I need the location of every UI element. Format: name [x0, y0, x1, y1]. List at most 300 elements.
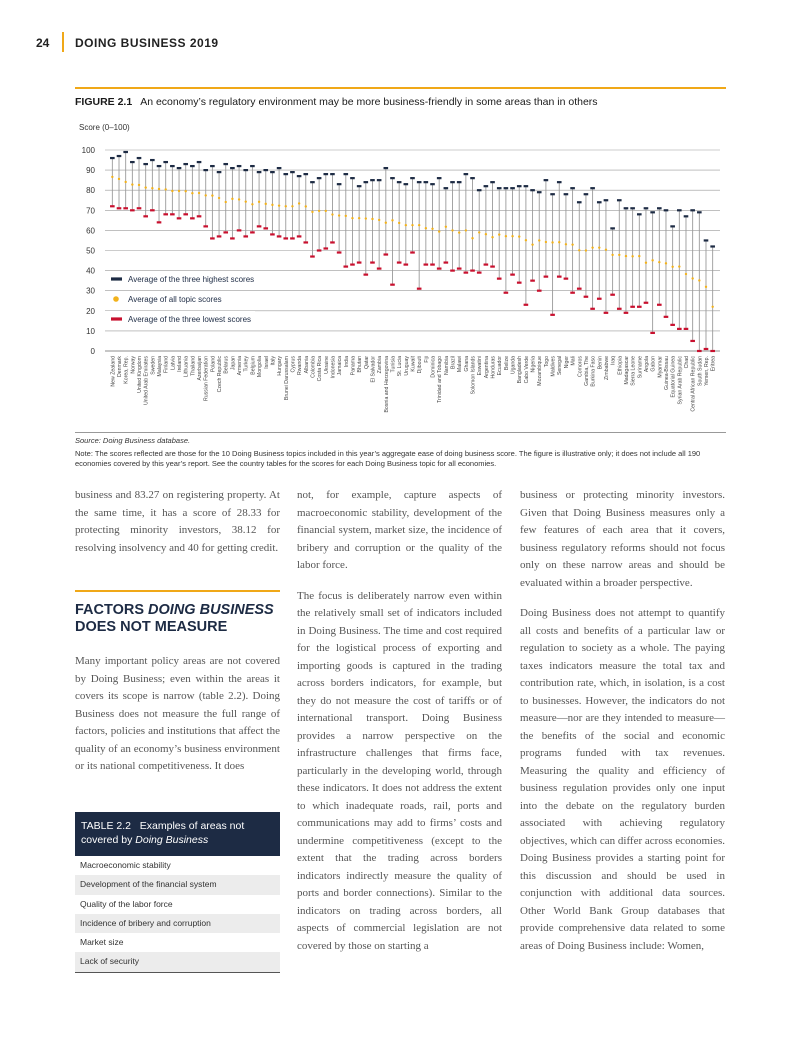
low-score-mark [130, 209, 135, 211]
high-score-mark [130, 161, 135, 163]
average-score-dot [371, 218, 373, 220]
average-score-dot [151, 187, 153, 189]
high-score-mark [243, 169, 248, 171]
high-score-mark [350, 177, 355, 179]
low-score-mark [430, 263, 435, 265]
average-score-dot [245, 200, 247, 202]
low-score-mark [263, 227, 268, 229]
average-score-dot [205, 194, 207, 196]
average-score-dot [185, 190, 187, 192]
average-score-dot [178, 190, 180, 192]
y-tick-label: 10 [86, 326, 95, 336]
paragraph: business and 83.27 on registering property. At the same time, it has a score of 28.33 for protecting minority investors, 38.12 for resolving insolvency and 40 for getting credit. [75, 489, 280, 554]
x-tick-label: Eritrea [710, 356, 717, 372]
low-score-mark [110, 205, 115, 207]
x-tick-label: Lithuania [183, 356, 190, 378]
y-tick-label: 20 [86, 306, 95, 316]
low-score-mark [490, 265, 495, 267]
low-score-mark [323, 247, 328, 249]
x-tick-label: Uganda [510, 356, 517, 375]
low-score-mark [650, 332, 655, 334]
high-score-mark [377, 179, 382, 181]
high-score-mark [197, 161, 202, 163]
average-score-dot [698, 279, 700, 281]
low-score-mark [297, 235, 302, 237]
x-tick-label: Myanmar [657, 356, 664, 378]
high-score-mark [237, 165, 242, 167]
high-score-mark [637, 213, 642, 215]
low-score-mark [157, 221, 162, 223]
high-score-mark [670, 225, 675, 227]
average-score-dot [485, 233, 487, 235]
low-score-mark [610, 294, 615, 296]
low-score-mark [390, 284, 395, 286]
high-score-mark [590, 187, 595, 189]
high-score-mark [484, 185, 489, 187]
legend-high-swatch [111, 277, 122, 280]
x-tick-label: Malawi [457, 356, 464, 373]
high-score-mark [644, 207, 649, 209]
x-tick-label: Central African Republic [690, 356, 697, 412]
low-score-mark [457, 267, 462, 269]
low-score-mark [277, 235, 282, 237]
low-score-mark [510, 274, 515, 276]
page-number: 24 [36, 36, 50, 50]
low-score-mark [697, 350, 702, 352]
paragraph: business or protecting minority investors. Given that Doing Business measures only a few features of each area that it covers, business regulatory reforms should not focus only on these narrow areas and should be evaluated within a broader perspective. [520, 489, 725, 589]
average-score-dot [405, 224, 407, 226]
low-score-mark [237, 229, 242, 231]
x-tick-label: Rwanda [297, 356, 304, 376]
x-tick-label: Mozambique [537, 356, 544, 386]
average-score-dot [311, 211, 313, 213]
x-tick-label: United Kingdom [137, 356, 144, 393]
x-tick-label: Yemen, Rep. [703, 356, 710, 386]
low-score-mark [243, 235, 248, 237]
table-row: Lack of security [75, 952, 280, 971]
high-score-mark [397, 181, 402, 183]
low-score-mark [117, 207, 122, 209]
x-tick-label: Ecuador [497, 356, 504, 376]
average-score-dot [298, 202, 300, 204]
x-tick-label: Bhutan [357, 356, 364, 373]
x-tick-label: New Zealand [110, 356, 117, 387]
low-score-mark [317, 249, 322, 251]
low-score-mark [250, 231, 255, 233]
high-score-mark [584, 193, 589, 195]
x-tick-label: Ukraine [323, 356, 330, 374]
x-tick-label: Ireland [177, 356, 184, 372]
high-score-mark [630, 207, 635, 209]
x-tick-label: United Arab Emirates [143, 356, 150, 406]
y-tick-label: 30 [86, 286, 95, 296]
high-score-mark [577, 201, 582, 203]
average-score-dot [531, 243, 533, 245]
average-score-dot [551, 241, 553, 243]
high-score-mark [183, 163, 188, 165]
average-score-dot [358, 217, 360, 219]
high-score-mark [217, 171, 222, 173]
high-score-mark [277, 167, 282, 169]
average-score-dot [585, 249, 587, 251]
average-score-dot [525, 239, 527, 241]
average-score-dot [691, 277, 693, 279]
average-score-dot [518, 235, 520, 237]
x-tick-label: Albania [303, 356, 310, 374]
section-rule [75, 590, 280, 592]
high-score-mark [390, 177, 395, 179]
average-score-dot [578, 249, 580, 251]
low-score-mark [163, 213, 168, 215]
average-score-dot [458, 231, 460, 233]
low-score-mark [710, 350, 715, 352]
high-score-mark [343, 173, 348, 175]
x-tick-label: India [343, 356, 350, 368]
low-score-mark [577, 288, 582, 290]
average-score-dot [685, 273, 687, 275]
average-score-dot [211, 194, 213, 196]
range-chart [75, 140, 725, 430]
low-score-mark [350, 263, 355, 265]
low-score-mark [424, 263, 429, 265]
y-tick-label: 0 [90, 347, 95, 356]
high-score-mark [370, 179, 375, 181]
section-heading-part: DOES NOT MEASURE [75, 619, 228, 635]
high-score-mark [437, 177, 442, 179]
high-score-mark [450, 181, 455, 183]
x-tick-label: Senegal [557, 356, 564, 376]
x-tick-label: Belgium [250, 356, 257, 375]
average-score-dot [365, 217, 367, 219]
average-score-dot [511, 235, 513, 237]
average-score-dot [451, 229, 453, 231]
high-score-mark [297, 175, 302, 177]
legend-low-swatch [111, 317, 122, 320]
average-score-dot [651, 259, 653, 261]
high-score-mark [177, 167, 182, 169]
x-tick-label: El Salvador [370, 356, 377, 383]
high-score-mark [604, 199, 609, 201]
legend-average-swatch [113, 296, 119, 302]
x-tick-label: Syrian Arab Republic [677, 356, 684, 405]
high-score-mark [690, 209, 695, 211]
low-score-mark [584, 296, 589, 298]
x-tick-label: Mali [570, 356, 577, 366]
figure-top-rule [75, 87, 726, 89]
average-score-dot [445, 226, 447, 228]
header-divider [62, 32, 64, 52]
low-score-mark [590, 308, 595, 310]
high-score-mark [117, 155, 122, 157]
x-tick-label: Panama [350, 356, 357, 376]
y-tick-label: 50 [86, 246, 95, 256]
paragraph: Many important policy areas are not covered by Doing Business; even within the areas it covers its scope is narrow (table 2.2). Doing Business does not measure the full range of factors, policies and institutions that affect the quality of an economy’s business environment or its national competitiveness. It does [75, 655, 280, 772]
column-2 [297, 487, 502, 968]
x-tick-label: Armenia [237, 356, 244, 376]
x-tick-label: Latvia [170, 356, 177, 370]
table-row: Market size [80, 937, 124, 948]
section-heading [75, 602, 285, 636]
high-score-mark [163, 161, 168, 163]
high-score-mark [510, 187, 515, 189]
average-score-dot [138, 184, 140, 186]
x-tick-label: Trinidad and Tobago [437, 356, 444, 404]
high-score-mark [157, 165, 162, 167]
x-tick-label: Chad [683, 356, 690, 369]
low-score-mark [177, 217, 182, 219]
x-tick-label: Angola [643, 356, 650, 373]
average-score-dot [131, 183, 133, 185]
x-tick-label: Cyprus [290, 356, 297, 373]
low-score-mark [684, 328, 689, 330]
high-score-mark [597, 201, 602, 203]
table-bottom-rule [75, 972, 280, 973]
low-score-mark [530, 280, 535, 282]
low-score-mark [644, 302, 649, 304]
average-score-dot [711, 306, 713, 308]
low-score-mark [630, 306, 635, 308]
high-score-mark [270, 171, 275, 173]
y-tick-label: 90 [86, 166, 95, 176]
low-score-mark [310, 255, 315, 257]
high-score-mark [417, 181, 422, 183]
x-tick-label: Mongolia [257, 356, 264, 378]
high-score-mark [610, 227, 615, 229]
high-score-mark [123, 151, 128, 153]
average-score-dot [198, 192, 200, 194]
high-score-mark [364, 181, 369, 183]
average-score-dot [398, 222, 400, 224]
x-tick-label: Brunei Darussalam [283, 356, 290, 401]
average-score-dot [565, 243, 567, 245]
high-score-mark [624, 207, 629, 209]
low-score-mark [343, 265, 348, 267]
low-score-mark [217, 235, 222, 237]
high-score-mark [330, 173, 335, 175]
low-score-mark [537, 290, 542, 292]
legend-label: Average of the three highest scores [128, 275, 255, 284]
table-row: Quality of the labor force [80, 898, 173, 909]
x-tick-label: Niger [563, 356, 570, 369]
paragraph: The focus is deliberately narrow even within the relatively small set of indicators included in Doing Business. The time and cost required for the logistical process of exporting and importing goods is captured in the trading across borders indicators, for example, but they do not measure the cost of tariffs or of international transport. Doing Business provides a narrow perspective on the infrastructure challenges that firms face, particularly in the developing world, through these indicators. It does not address the extent to which inadequate roads, rail, ports and communications may add to firms’ costs and undermine competitiveness (except to the extent that the trading across borders indicators indirectly measure the quality of ports and border connections). Similar to the indicators on trading across borders, all aspects of commercial legislation are not covered by those on starting a [297, 589, 502, 952]
high-score-mark [210, 165, 215, 167]
x-tick-label: Dominica [430, 356, 437, 378]
high-score-mark [457, 181, 462, 183]
low-score-mark [150, 209, 155, 211]
x-tick-label: Sweden [150, 356, 157, 375]
low-score-mark [183, 213, 188, 215]
average-score-dot [591, 246, 593, 248]
low-score-mark [190, 217, 195, 219]
average-score-dot [478, 231, 480, 233]
x-tick-label: Iraq [610, 356, 617, 365]
average-score-dot [325, 210, 327, 212]
figure-source: Source: Doing Business database. [75, 436, 191, 445]
low-score-mark [624, 312, 629, 314]
x-tick-label: Italy [270, 356, 277, 366]
high-score-mark [137, 157, 142, 159]
x-tick-label: Finland [163, 356, 170, 374]
low-score-mark [704, 348, 709, 350]
low-score-mark [570, 292, 575, 294]
paragraph: not, for example, capture aspects of macroeconomic stability, development of the financial system, market size, the incidence of bribery and corruption or the quality of the labor force. [297, 489, 502, 571]
y-tick-label: 60 [86, 226, 95, 236]
x-tick-label: Colombia [310, 356, 317, 378]
low-score-mark [290, 237, 295, 239]
x-tick-label: Tunisia [390, 356, 397, 373]
low-score-mark [517, 282, 522, 284]
x-tick-label: Kuwait [410, 356, 417, 372]
low-score-mark [637, 306, 642, 308]
table-label: TABLE 2.2 [81, 820, 131, 832]
x-tick-label: Burkina Faso [590, 356, 597, 387]
table-row: Development of the financial system [75, 875, 280, 894]
average-score-dot [345, 215, 347, 217]
x-tick-label: Equatorial Guinea [670, 356, 677, 398]
high-score-mark [303, 173, 308, 175]
low-score-mark [397, 261, 402, 263]
low-score-mark [564, 278, 569, 280]
x-tick-label: Eswatini [477, 356, 484, 376]
x-tick-label: Togo [543, 356, 550, 368]
low-score-mark [123, 207, 128, 209]
high-score-mark [424, 181, 429, 183]
high-score-mark [190, 165, 195, 167]
x-tick-label: Russian Federation [203, 356, 210, 401]
high-score-mark [223, 163, 228, 165]
high-score-mark [250, 165, 255, 167]
average-score-dot [505, 235, 507, 237]
x-tick-label: Indonesia [330, 356, 337, 379]
high-score-mark [430, 183, 435, 185]
low-score-mark [330, 241, 335, 243]
high-score-mark [150, 159, 155, 161]
average-score-dot [571, 243, 573, 245]
high-score-mark [664, 209, 669, 211]
average-score-dot [351, 217, 353, 219]
average-score-dot [705, 286, 707, 288]
high-score-mark [290, 171, 295, 173]
high-score-mark [564, 193, 569, 195]
x-tick-label: South Sudan [697, 356, 704, 386]
x-tick-label: Costa Rica [317, 356, 324, 382]
running-title: DOING BUSINESS 2019 [75, 36, 219, 50]
low-score-mark [524, 304, 529, 306]
average-score-dot [411, 224, 413, 226]
average-score-dot [285, 205, 287, 207]
x-tick-label: Belarus [223, 356, 230, 374]
figure-title [75, 96, 598, 108]
x-tick-label: St. Lucia [397, 356, 404, 377]
x-tick-label: Gambia, The [583, 356, 590, 386]
average-score-dot [671, 266, 673, 268]
average-score-dot [538, 239, 540, 241]
low-score-mark [283, 237, 288, 239]
average-score-dot [158, 188, 160, 190]
average-score-dot [545, 241, 547, 243]
average-score-dot [258, 201, 260, 203]
high-score-mark [323, 173, 328, 175]
y-tick-label: 70 [86, 206, 95, 216]
low-score-mark [597, 298, 602, 300]
low-score-mark [664, 316, 669, 318]
y-tick-label: 40 [86, 266, 95, 276]
low-score-mark [550, 314, 555, 316]
low-score-mark [210, 237, 215, 239]
high-score-mark [170, 165, 175, 167]
low-score-mark [270, 233, 275, 235]
x-tick-label: Maldives [550, 356, 557, 377]
x-tick-label: Qatar [363, 356, 370, 369]
low-score-mark [484, 263, 489, 265]
x-tick-label: Fiji [423, 356, 430, 363]
high-score-mark [317, 177, 322, 179]
average-score-dot [631, 255, 633, 257]
high-score-mark [310, 181, 315, 183]
high-score-mark [497, 187, 502, 189]
high-score-mark [203, 169, 208, 171]
paragraph: Doing Business does not attempt to quantify all costs and benefits of a particular law or regulation to society as a whole. The paying taxes indicators measure the total tax and contribution rate, which, in isolation, is a cost to businesses. However, the indicators do not measure—nor are they intended to measure—the benefits of the social and economic programs funded with tax revenues. Measuring the quality and efficiency of business regulation provides only one input into the debate on the regulatory burden associated with achieving regulatory objectives, which can differ across economies. Doing Business provides a starting point for this discussion and should be used in conjunction with additional data sources. Other World Bank Group databases that provide comprehensive data related to some areas of Doing Business include: Women, [520, 607, 725, 952]
high-score-mark [684, 215, 689, 217]
average-score-dot [378, 219, 380, 221]
average-score-dot [678, 265, 680, 267]
x-tick-label: Namibia [443, 356, 450, 376]
high-score-mark [337, 183, 342, 185]
legend-label: Average of the three lowest scores [128, 315, 252, 324]
average-score-dot [251, 203, 253, 205]
average-score-dot [491, 236, 493, 238]
x-tick-label: Comoros [577, 356, 584, 378]
low-score-mark [617, 308, 622, 310]
low-score-mark [690, 340, 695, 342]
average-score-dot [218, 197, 220, 199]
average-score-dot [118, 178, 120, 180]
high-score-mark [677, 209, 682, 211]
low-score-mark [444, 261, 449, 263]
high-score-mark [544, 179, 549, 181]
high-score-mark [657, 207, 662, 209]
x-tick-label: Cabo Verde [523, 356, 530, 384]
x-tick-label: Turkey [243, 356, 250, 372]
average-score-dot [638, 255, 640, 257]
high-score-mark [517, 185, 522, 187]
low-score-mark [223, 231, 228, 233]
high-score-mark [557, 181, 562, 183]
average-score-dot [438, 230, 440, 232]
average-score-dot [164, 188, 166, 190]
low-score-mark [604, 312, 609, 314]
high-score-mark [257, 171, 262, 173]
average-score-dot [265, 203, 267, 205]
x-tick-label: Ghana [463, 356, 470, 372]
average-score-dot [278, 204, 280, 206]
average-score-dot [225, 201, 227, 203]
x-tick-label: Norway [130, 356, 137, 374]
high-score-mark [650, 211, 655, 213]
x-tick-label: Korea, Rep. [123, 356, 130, 384]
high-score-mark [444, 187, 449, 189]
average-score-dot [625, 255, 627, 257]
x-tick-label: Japan [230, 356, 237, 371]
average-score-dot [431, 228, 433, 230]
table-row: Macroeconomic stability [80, 860, 171, 870]
x-tick-label: Belize [503, 356, 510, 371]
low-score-mark [657, 304, 662, 306]
x-tick-label: Hungary [277, 356, 284, 376]
figure-bottom-rule [75, 432, 726, 433]
x-tick-label: Argentina [483, 356, 490, 379]
average-score-dot [418, 224, 420, 226]
